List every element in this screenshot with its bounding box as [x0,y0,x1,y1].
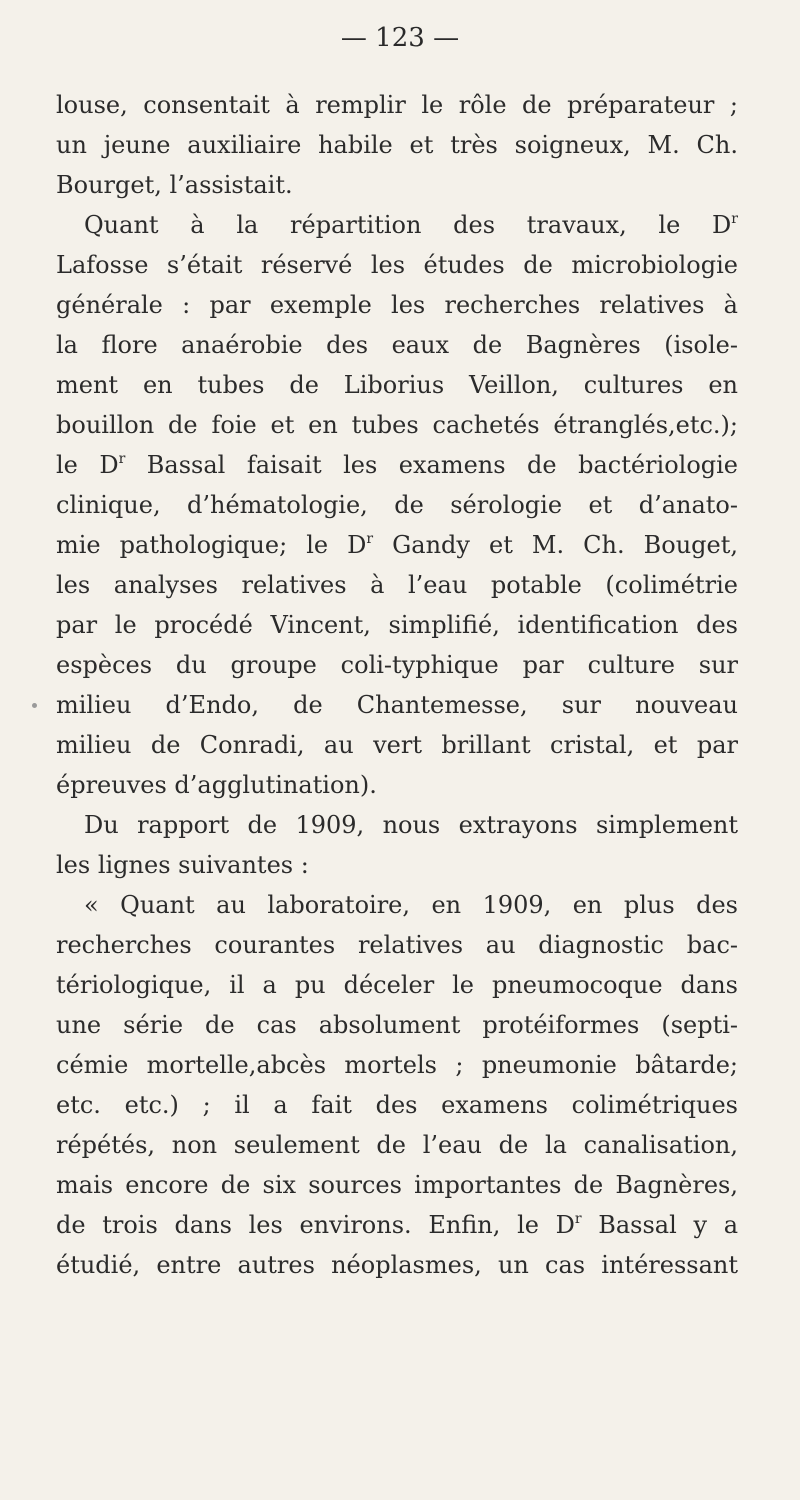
text-line: un jeune auxiliaire habile et très soigneux, M. Ch. [56,131,738,159]
text-segment: Bassal y a [581,1211,738,1239]
text-line: cémie mortelle,abcès mortels ; pneumonie bâtarde; [56,1051,738,1079]
text-line: tériologique, il a pu déceler le pneumocoque dans [56,971,738,999]
text-line: mais encore de six sources importantes de Bagnères, [56,1171,738,1199]
text-line: épreuves d’agglutination). [56,771,377,799]
text-line: bouillon de foie et en tubes cachetés étranglés,etc.); [56,411,738,439]
text-line: recherches courantes relatives au diagnostic bac- [56,931,738,959]
text-line: les analyses relatives à l’eau potable (colimétrie [56,571,738,599]
superscript: r [731,211,738,227]
text-line [84,206,738,244]
text-line: Du rapport de 1909, nous extrayons simplement [84,811,738,839]
text-line: « Quant au laboratoire, en 1909, en plus des [84,891,738,919]
text-line: etc. etc.) ; il a fait des examens colimétriques [56,1091,738,1119]
text-line: une série de cas absolument protéiformes (septi- [56,1011,738,1039]
margin-dot-mark [32,703,37,708]
text-line [56,1206,738,1244]
text-line: louse, consentait à remplir le rôle de préparateur ; [56,91,738,119]
text-line: Lafosse s’était réservé les études de microbiologie [56,251,738,279]
text-line [56,446,738,484]
text-line: la flore anaérobie des eaux de Bagnères (isole- [56,331,738,359]
text-line: milieu de Conradi, au vert brillant cristal, et par [56,731,738,759]
text-line: répétés, non seulement de l’eau de la canalisation, [56,1131,738,1159]
text-line: générale : par exemple les recherches relatives à [56,291,738,319]
text-line: ment en tubes de Liborius Veillon, cultures en [56,371,738,399]
page-number-header: — 123 — [340,23,460,53]
text-segment: Quant à la répartition des travaux, le D [84,211,732,239]
text-segment: Gandy et M. Ch. Bouget, [373,531,739,559]
text-line: étudié, entre autres néoplasmes, un cas intéressant [56,1251,738,1279]
text-line: Bourget, l’assistait. [56,171,293,199]
text-segment: mie pathologique; le D [56,531,367,559]
superscript: r [366,531,374,547]
text-line [56,526,738,564]
text-line: les lignes suivantes : [56,851,309,879]
superscript: r [118,451,126,467]
text-segment: le D [56,451,119,479]
text-segment: de trois dans les environs. Enfin, le D [56,1211,575,1239]
text-line: milieu d’Endo, de Chantemesse, sur nouveau [56,691,738,719]
text-segment: Bassal faisait les examens de bactériologie [125,451,739,479]
superscript: r [574,1211,582,1227]
text-line: par le procédé Vincent, simplifié, identification des [56,611,738,639]
text-line: espèces du groupe coli-typhique par culture sur [56,651,738,679]
text-line: clinique, d’hématologie, de sérologie et d’anato- [56,491,738,519]
